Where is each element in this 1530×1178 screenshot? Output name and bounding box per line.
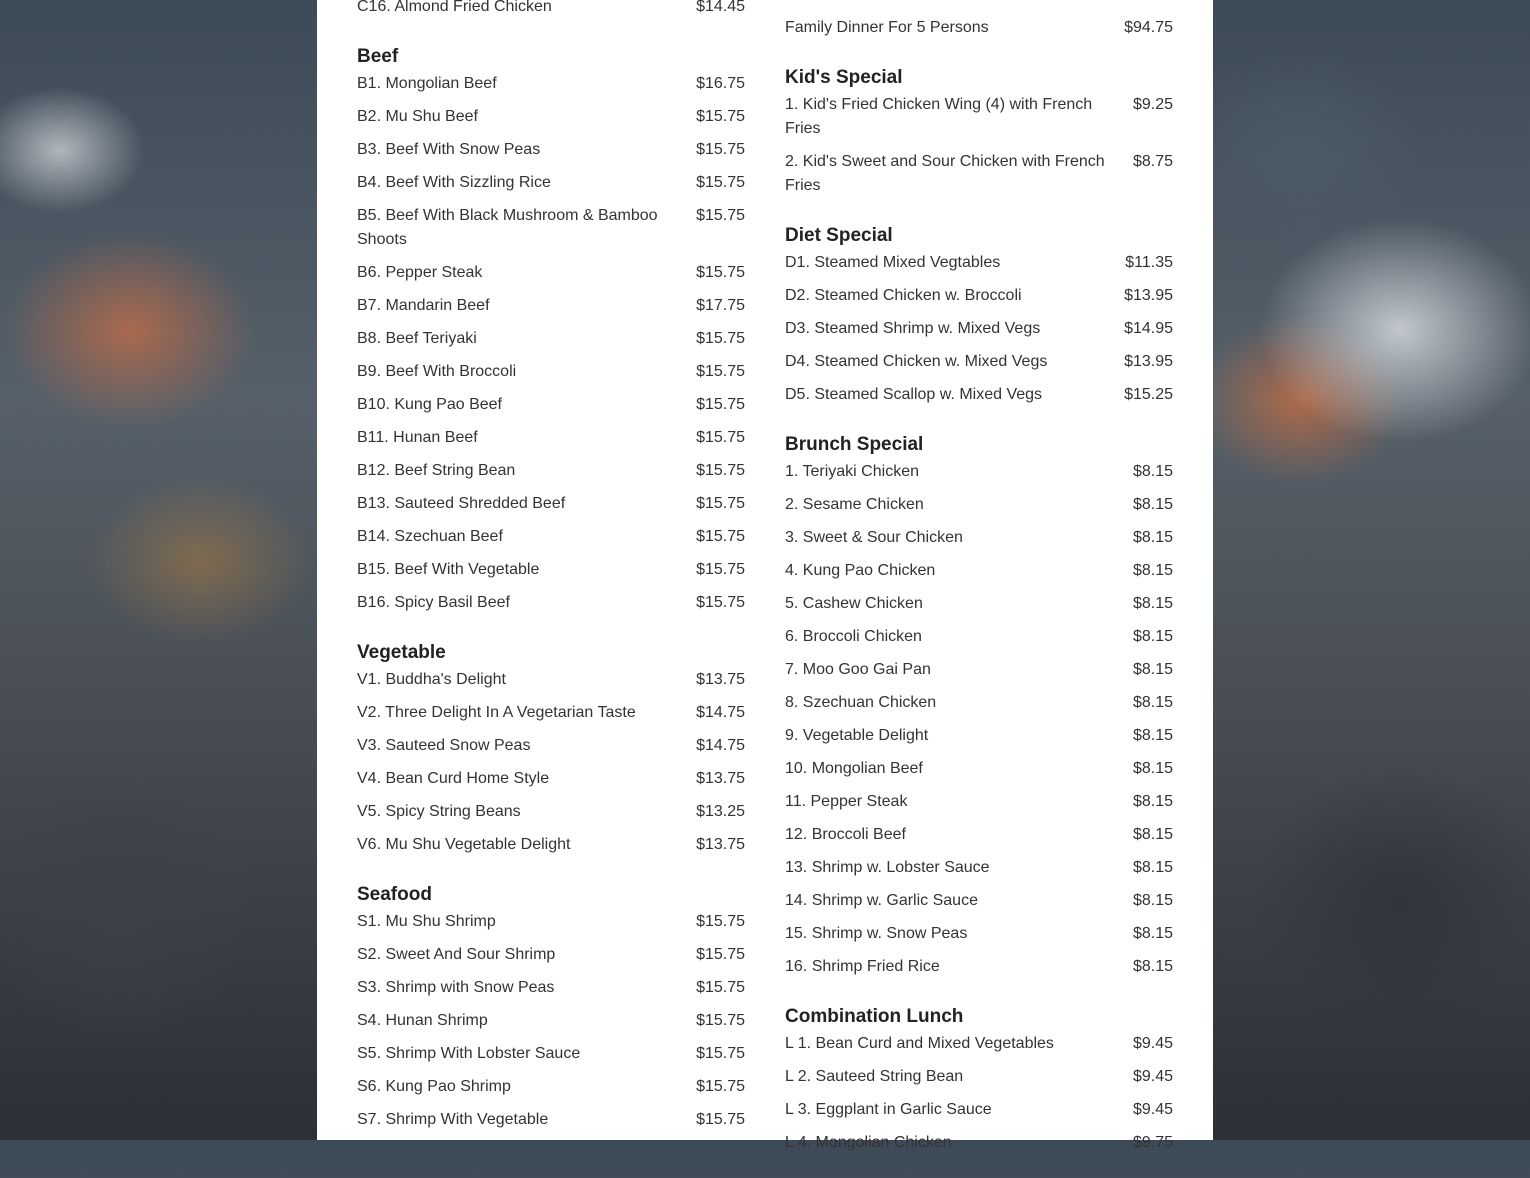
menu-item-name: V3. Sauteed Snow Peas [357,737,531,754]
menu-item-price: $15.75 [696,1111,745,1128]
menu-item [785,1032,1173,1065]
menu-item-name: B4. Beef With Sizzling Rice [357,174,551,191]
menu-item-name: 10. Mongolian Beef [785,760,923,777]
menu-item-name: 2. Kid's Sweet and Sour Chicken with French Fries [785,153,1105,194]
menu-item-name: 15. Shrimp w. Snow Peas [785,925,968,942]
menu-item-name: 9. Vegetable Delight [785,727,929,744]
menu-item [357,910,745,943]
menu-item-price: $9.45 [1132,1101,1173,1118]
menu-item [785,493,1173,526]
section-title: Vegetable [357,642,446,663]
menu-item-name: 12. Broccoli Beef [785,826,906,843]
menu-item-price: $15.75 [696,363,745,380]
menu-item-name: S2. Sweet And Sour Shrimp [357,946,556,963]
menu-item-price: $13.95 [1124,287,1173,304]
menu-item-price: $15.75 [696,174,745,191]
menu-item [357,0,745,28]
menu-item-price: $8.15 [1132,628,1173,645]
menu-item-price: $9.25 [1132,96,1173,113]
menu-item [357,734,745,767]
section-title: Seafood [357,884,432,905]
menu-item-price: $15.75 [696,330,745,347]
menu-item-price: $14.75 [696,704,745,721]
section-title: Brunch Special [785,434,924,455]
menu-item-name: S1. Mu Shu Shrimp [357,913,496,930]
menu-item [357,833,745,866]
menu-item-name: V2. Three Delight In A Vegetarian Taste [357,704,636,721]
menu-item-name: Family Dinner For 5 Persons [785,19,989,36]
menu-item-name: 2. Sesame Chicken [785,496,924,513]
menu-item-name: 8. Szechuan Chicken [785,694,937,711]
menu-item-name: B3. Beef With Snow Peas [357,141,541,158]
menu-item-name: V6. Mu Shu Vegetable Delight [357,836,571,853]
menu-item-name: 13. Shrimp w. Lobster Sauce [785,859,990,876]
menu-item [785,93,1173,150]
menu-item [357,591,745,624]
section-title: Kid's Special [785,67,903,88]
menu-item-name: D3. Steamed Shrimp w. Mixed Vegs [785,320,1041,337]
menu-item-name: 7. Moo Goo Gai Pan [785,661,931,678]
menu-item [785,691,1173,724]
menu-item-price: $8.75 [1132,153,1173,170]
menu-item [785,592,1173,625]
menu-item-name: B5. Beef With Black Mushroom & Bamboo Shoots [357,207,658,248]
menu-item [785,284,1173,317]
menu-item-price: $15.75 [696,594,745,611]
menu-item-price: $14.95 [1124,320,1173,337]
menu-item [785,317,1173,350]
menu-item-name: B6. Pepper Steak [357,264,483,281]
menu-item-price: $13.25 [696,803,745,820]
menu-item-price: $15.75 [696,207,745,224]
menu-item-name: B16. Spicy Basil Beef [357,594,510,611]
menu-item [785,889,1173,922]
menu-item-price: $15.75 [696,946,745,963]
menu-section-vegetable [357,638,745,866]
menu-item-price: $94.75 [1124,19,1173,36]
menu-item [357,1075,745,1108]
menu-item-price: $15.75 [696,108,745,125]
menu-item [357,72,745,105]
menu-item-name: 4. Kung Pao Chicken [785,562,936,579]
menu-item-name: 14. Shrimp w. Garlic Sauce [785,892,978,909]
menu-item-price: $15.75 [696,495,745,512]
menu-item [785,955,1173,988]
menu-item [357,668,745,701]
menu-item-price: $14.75 [696,737,745,754]
section-title: Beef [357,46,399,67]
menu-item [357,105,745,138]
menu-item-name: D5. Steamed Scallop w. Mixed Vegs [785,386,1043,403]
menu-item [785,757,1173,790]
menu-item-name: 6. Broccoli Chicken [785,628,922,645]
menu-panel [317,0,1213,1151]
menu-item-price: $8.15 [1132,925,1173,942]
menu-item-price: $15.75 [696,264,745,281]
menu-item-price: $8.15 [1132,562,1173,579]
menu-item [357,294,745,327]
menu-item-name: 3. Sweet & Sour Chicken [785,529,963,546]
menu-item-name: 16. Shrimp Fried Rice [785,958,940,975]
menu-item-name: B11. Hunan Beef [357,429,478,446]
menu-item [357,558,745,591]
menu-item [785,1098,1173,1131]
menu-item-name: V4. Bean Curd Home Style [357,770,550,787]
menu-item [785,150,1173,207]
menu-item [785,856,1173,889]
menu-item-name: B7. Mandarin Beef [357,297,490,314]
menu-item [785,16,1173,49]
menu-item-name: L 4. Mongolian Chicken [785,1134,952,1151]
menu-item [357,327,745,360]
menu-section-brunch-special [785,430,1173,988]
menu-item-price: $16.75 [696,75,745,92]
menu-item [785,790,1173,823]
menu-item-name: S3. Shrimp with Snow Peas [357,979,555,996]
menu-item [357,459,745,492]
menu-item [785,1065,1173,1098]
menu-section-kid-s-special [785,63,1173,207]
menu-item [785,724,1173,757]
menu-item [785,658,1173,691]
menu-item-price: $8.15 [1132,496,1173,513]
menu-item [785,559,1173,592]
menu-item-price: $8.15 [1132,694,1173,711]
menu-item [357,492,745,525]
menu-item-name: B8. Beef Teriyaki [357,330,477,347]
menu-item [357,426,745,459]
menu-item [357,1108,745,1141]
menu-item-price: $8.15 [1132,859,1173,876]
menu-item-price: $14.45 [696,0,745,15]
menu-column-left [357,0,745,1155]
menu-item-price: $15.75 [696,528,745,545]
menu-item-price: $9.45 [1132,1068,1173,1085]
menu-item-name: D1. Steamed Mixed Vegtables [785,254,1001,271]
menu-item [357,204,745,261]
menu-item-name: 1. Kid's Fried Chicken Wing (4) with French Fries [785,96,1093,137]
menu-item-price: $15.25 [1124,386,1173,403]
menu-item [357,171,745,204]
menu-item-name: L 2. Sauteed String Bean [785,1068,964,1085]
menu-section-continued [785,16,1173,49]
menu-item-name: L 1. Bean Curd and Mixed Vegetables [785,1035,1054,1052]
menu-item-price: $8.15 [1132,760,1173,777]
menu-item [357,976,745,1009]
menu-item-price: $15.75 [696,429,745,446]
menu-item-name: S4. Hunan Shrimp [357,1012,488,1029]
menu-item-name: B9. Beef With Broccoli [357,363,517,380]
menu-item-price: $8.15 [1132,826,1173,843]
menu-item [357,800,745,833]
menu-item-price: $15.75 [696,462,745,479]
menu-item-price: $17.75 [696,297,745,314]
menu-item-price: $15.75 [696,396,745,413]
menu-item [357,943,745,976]
menu-item-name: B10. Kung Pao Beef [357,396,502,413]
menu-item [785,625,1173,658]
menu-item-name: B2. Mu Shu Beef [357,108,478,125]
menu-item-name: 11. Pepper Steak [785,793,908,810]
menu-item-price: $8.15 [1132,529,1173,546]
menu-item-price: $8.15 [1132,595,1173,612]
menu-item-name: S7. Shrimp With Vegetable [357,1111,549,1128]
menu-item-price: $15.75 [696,561,745,578]
menu-item [785,251,1173,284]
menu-item-name: D2. Steamed Chicken w. Broccoli [785,287,1022,304]
menu-item-name: L 3. Eggplant in Garlic Sauce [785,1101,992,1118]
menu-item-price: $15.75 [696,141,745,158]
menu-item-name: V1. Buddha's Delight [357,671,506,688]
section-title: Diet Special [785,225,893,246]
menu-item [357,701,745,734]
menu-item-name: V5. Spicy String Beans [357,803,521,820]
menu-item-name: B1. Mongolian Beef [357,75,497,92]
menu-section-beef [357,42,745,624]
menu-item-price: $8.15 [1132,661,1173,678]
menu-column-right [785,16,1173,1178]
menu-item-price: $15.75 [696,1012,745,1029]
menu-item-price: $13.75 [696,770,745,787]
menu-item [357,1042,745,1075]
menu-item-price: $13.75 [696,836,745,853]
menu-item-price: $13.95 [1124,353,1173,370]
menu-item-name: B15. Beef With Vegetable [357,561,540,578]
menu-item-name: D4. Steamed Chicken w. Mixed Vegs [785,353,1048,370]
menu-item [357,525,745,558]
menu-item-price: $8.15 [1132,793,1173,810]
menu-section-seafood [357,880,745,1141]
menu-section-diet-special [785,221,1173,416]
menu-item-price: $8.15 [1132,463,1173,480]
menu-item-price: $8.15 [1132,892,1173,909]
menu-item [785,350,1173,383]
menu-item [785,383,1173,416]
menu-item [357,360,745,393]
menu-item [785,526,1173,559]
menu-item-price: $15.75 [696,913,745,930]
menu-item [785,460,1173,493]
menu-item-price: $13.75 [696,671,745,688]
menu-item-name: S6. Kung Pao Shrimp [357,1078,511,1095]
menu-item-price: $15.75 [696,1045,745,1062]
menu-item-name: S5. Shrimp With Lobster Sauce [357,1045,581,1062]
menu-item-name: C16. Almond Fried Chicken [357,0,552,15]
menu-item [357,393,745,426]
menu-item-name: B12. Beef String Bean [357,462,516,479]
menu-section-continued [357,0,745,28]
menu-item-price: $9.45 [1132,1035,1173,1052]
menu-item-name: B13. Sauteed Shredded Beef [357,495,566,512]
menu-item-name: B14. Szechuan Beef [357,528,503,545]
menu-item [785,823,1173,856]
menu-item-name: 1. Teriyaki Chicken [785,463,919,480]
menu-item-price: $15.75 [696,1078,745,1095]
menu-item [785,922,1173,955]
menu-item-price: $8.15 [1132,727,1173,744]
menu-item-price: $8.15 [1132,958,1173,975]
menu-item-price: $15.75 [696,979,745,996]
menu-item [357,261,745,294]
menu-item [785,1131,1173,1164]
menu-item [357,1009,745,1042]
menu-item [357,138,745,171]
menu-item-price: $9.75 [1132,1134,1173,1151]
section-title: Combination Lunch [785,1006,964,1027]
menu-item [357,767,745,800]
menu-item-name: 5. Cashew Chicken [785,595,923,612]
menu-item-price: $11.35 [1125,254,1173,271]
